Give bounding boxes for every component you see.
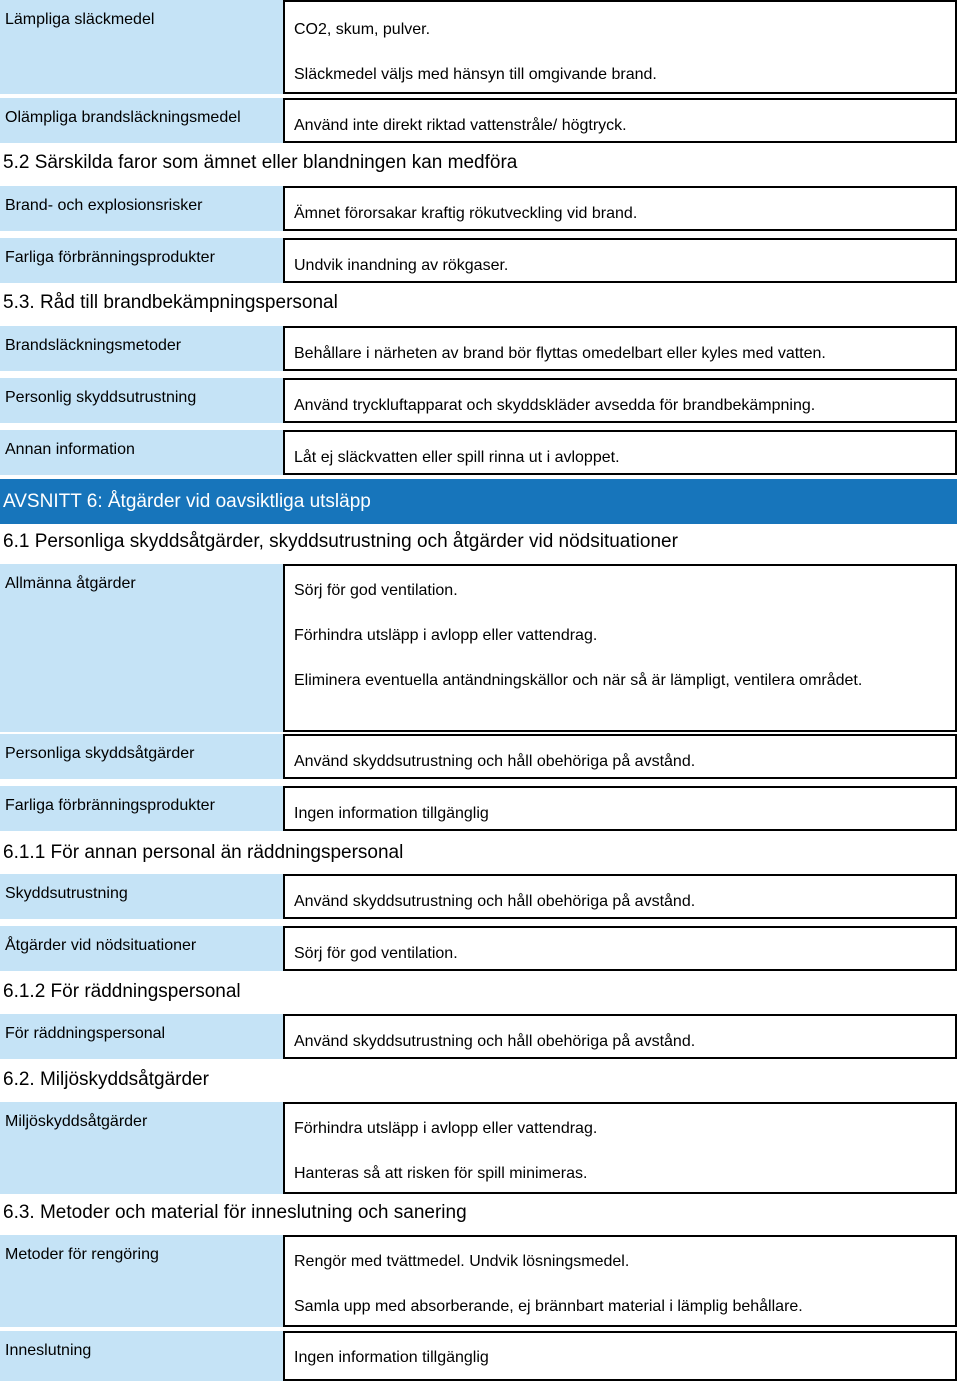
field-label: För räddningspersonal	[0, 1014, 283, 1059]
field-value-box	[283, 186, 957, 231]
field-value-box	[283, 1014, 957, 1059]
field-value: Ingen information tillgänglig	[294, 1349, 489, 1366]
field-value: Ämnet förorsakar kraftig rökutveckling vid brand.	[294, 205, 638, 222]
subsection-heading: 6.2. Miljöskyddsåtgärder	[3, 1069, 209, 1090]
field-value-box	[283, 874, 957, 919]
field-value: Förhindra utsläpp i avlopp eller vattendrag.	[294, 627, 598, 644]
field-value-box	[283, 1235, 957, 1327]
field-value: CO2, skum, pulver.	[294, 21, 431, 38]
subsection-heading: 5.2 Särskilda faror som ämnet eller blandningen kan medföra	[3, 152, 518, 173]
field-value-box	[283, 786, 957, 831]
field-value: Behållare i närheten av brand bör flyttas omedelbart eller kyles med vatten.	[294, 345, 826, 362]
subsection-heading: 6.1.2 För räddningspersonal	[3, 981, 241, 1002]
field-value-box	[283, 734, 957, 779]
field-label: Inneslutning	[0, 1331, 283, 1381]
field-label: Brandsläckningsmetoder	[0, 326, 283, 371]
subsection-heading: 6.1 Personliga skyddsåtgärder, skyddsutrustning och åtgärder vid nödsituationer	[3, 531, 678, 552]
subsection-heading: 5.3. Råd till brandbekämpningspersonal	[3, 292, 338, 313]
field-label: Farliga förbränningsprodukter	[0, 238, 283, 283]
field-value: Använd tryckluftapparat och skyddskläder avsedda för brandbekämpning.	[294, 397, 816, 414]
field-label: Allmänna åtgärder	[0, 564, 283, 732]
field-label: Åtgärder vid nödsituationer	[0, 926, 283, 971]
field-label: Annan information	[0, 430, 283, 475]
field-value-box	[283, 564, 957, 732]
field-value-box	[283, 0, 957, 94]
field-value-box	[283, 926, 957, 971]
field-value: Samla upp med absorberande, ej brännbart material i lämplig behållare.	[294, 1298, 803, 1315]
field-value: Hanteras så att risken för spill minimeras.	[294, 1165, 588, 1182]
section-header: AVSNITT 6: Åtgärder vid oavsiktliga utsläpp	[0, 479, 957, 524]
field-value: Förhindra utsläpp i avlopp eller vattendrag.	[294, 1120, 598, 1137]
field-label: Olämpliga brandsläckningsmedel	[0, 98, 283, 143]
field-value: Ingen information tillgänglig	[294, 805, 489, 822]
subsection-heading: 6.1.1 För annan personal än räddningspersonal	[3, 842, 404, 863]
field-value: Släckmedel väljs med hänsyn till omgivande brand.	[294, 66, 657, 83]
field-value-box	[283, 238, 957, 283]
field-value-box	[283, 326, 957, 371]
subsection-heading: 6.3. Metoder och material för inneslutning och sanering	[3, 1202, 467, 1223]
field-value: Sörj för god ventilation.	[294, 582, 458, 599]
field-value: Använd inte direkt riktad vattenstråle/ högtryck.	[294, 117, 627, 134]
field-label: Lämpliga släckmedel	[0, 0, 283, 94]
field-value: Sörj för god ventilation.	[294, 945, 458, 962]
field-value-box	[283, 378, 957, 423]
field-value: Använd skyddsutrustning och håll obehöriga på avstånd.	[294, 753, 696, 770]
field-label: Brand- och explosionsrisker	[0, 186, 283, 231]
field-value: Undvik inandning av rökgaser.	[294, 257, 509, 274]
field-label: Metoder för rengöring	[0, 1235, 283, 1327]
field-value: Använd skyddsutrustning och håll obehöriga på avstånd.	[294, 1033, 696, 1050]
field-value: Eliminera eventuella antändningskällor och när så är lämpligt, ventilera området.	[294, 672, 863, 689]
field-value-box	[283, 430, 957, 475]
field-label: Miljöskyddsåtgärder	[0, 1102, 283, 1194]
field-value-box	[283, 1102, 957, 1194]
field-value-box	[283, 1331, 957, 1381]
field-value-box	[283, 98, 957, 143]
field-value: Använd skyddsutrustning och håll obehöriga på avstånd.	[294, 893, 696, 910]
field-label: Personliga skyddsåtgärder	[0, 734, 283, 779]
field-label: Personlig skyddsutrustning	[0, 378, 283, 423]
field-value: Låt ej släckvatten eller spill rinna ut i avloppet.	[294, 449, 620, 466]
field-label: Farliga förbränningsprodukter	[0, 786, 283, 831]
field-value: Rengör med tvättmedel. Undvik lösningsmedel.	[294, 1253, 630, 1270]
field-label: Skyddsutrustning	[0, 874, 283, 919]
